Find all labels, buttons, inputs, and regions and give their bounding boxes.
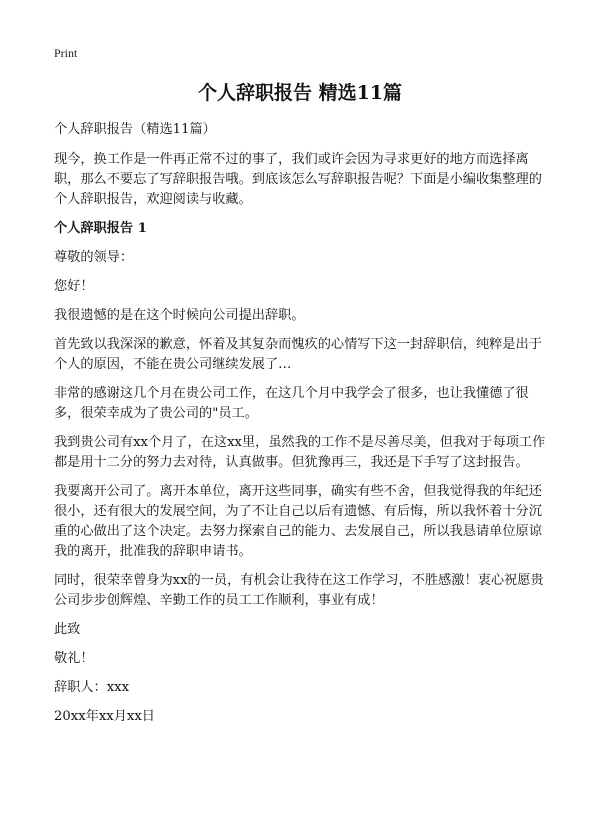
date: 20xx年xx月xx日 [54, 709, 155, 724]
closing-line: 敬礼！ [54, 651, 94, 666]
body-paragraph: 首先致以我深深的歉意，怀着及其复杂而愧疚的心情写下这一封辞职信，纯粹是出于个人的原因，不能在贵公司继续发展了… [54, 337, 542, 372]
body-paragraph: 非常的感谢这几个月在贵公司工作，在这几个月中我学会了很多，也让我懂德了很多，很荣幸成为了贵公司的"员工。 [54, 386, 529, 421]
body-paragraph: 我到贵公司有xx个月了，在这xx里，虽然我的工作不是尽善尽美，但我对于每项工作都是用十二分的努力去对待，认真做事。但犹豫再三，我还是下手写了这封报告。 [54, 435, 546, 470]
body-paragraph: 我要离开公司了。离开本单位，离开这些同事，确实有些不舍，但我觉得我的年纪还很小，还有很大的发展空间，为了不让自己以后有遗憾、有后悔，所以我怀着十分沉重的心做出了这个决定。去努力探索自己的能力、去发展自己，所以我恳请单位原谅我的离开，批准我的辞职申请书。 [54, 484, 542, 559]
document-subtitle: 个人辞职报告（精选11篇） [54, 122, 216, 137]
intro-paragraph: 现今，换工作是一件再正常不过的事了，我们或许会因为寻求更好的地方而选择离职，那么不要忘了写辞职报告哦。到底该怎么写辞职报告呢？下面是小编收集整理的个人辞职报告，欢迎阅读与收藏。 [54, 152, 542, 207]
print-link[interactable]: Print [54, 46, 78, 60]
section-heading: 个人辞职报告 1 [54, 221, 147, 236]
body-paragraph: 我很遗憾的是在这个时候向公司提出辞职。 [54, 308, 305, 323]
document-body [54, 120, 550, 736]
body-paragraph: 同时，很荣幸曾身为xx的一员，有机会让我待在这工作学习，不胜感激！衷心祝愿贵公司步步创辉煌、辛勤工作的员工工作顺利，事业有成！ [54, 573, 544, 608]
greeting: 您好！ [54, 279, 94, 294]
signer: 辞职人：xxx [54, 680, 130, 695]
page-title: 个人辞职报告 精选11篇 [197, 82, 403, 104]
salutation: 尊敬的领导： [54, 250, 134, 265]
closing-line: 此致 [54, 622, 81, 637]
